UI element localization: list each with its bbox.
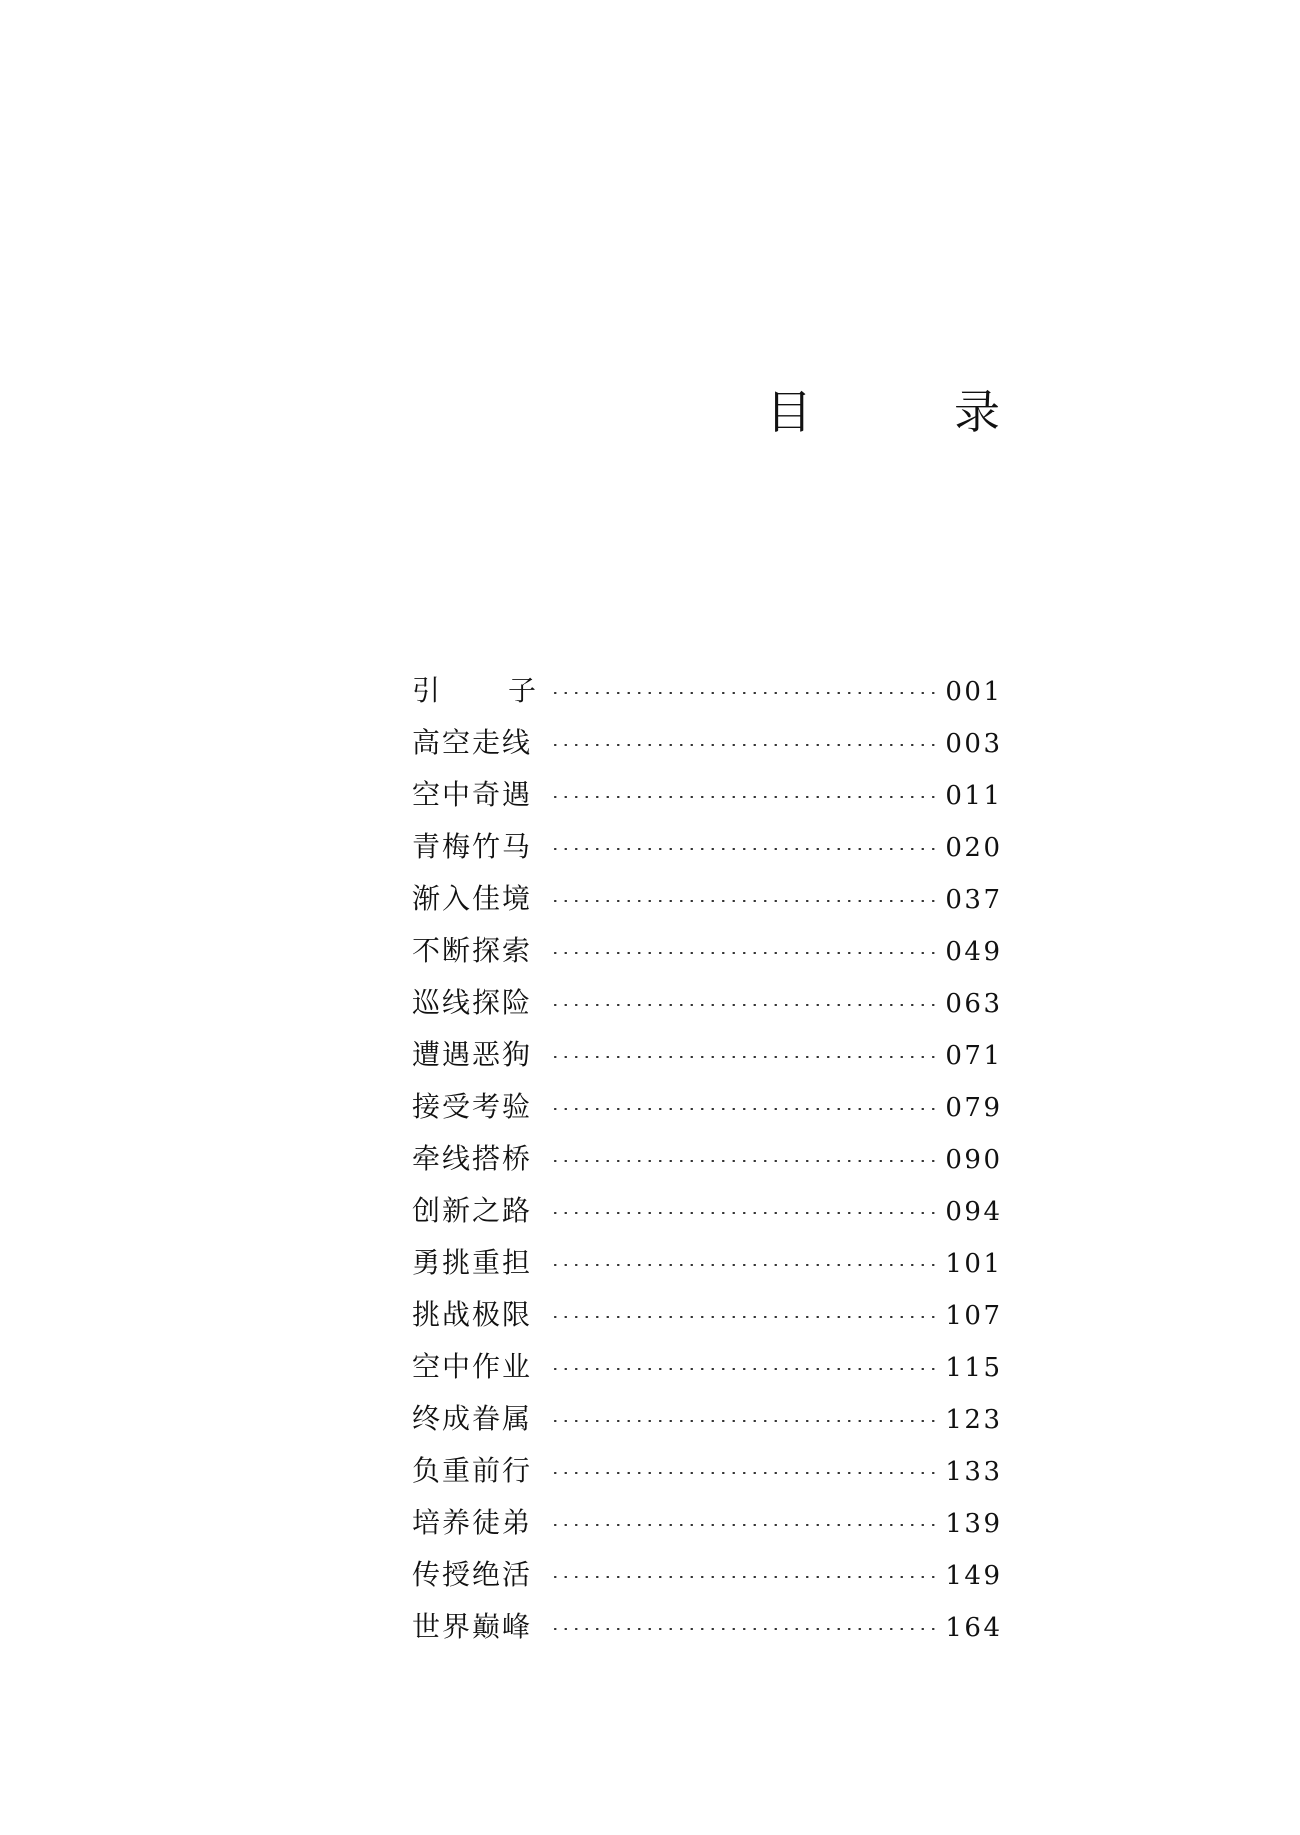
toc-entry[interactable]	[412, 717, 1003, 769]
dot-leader	[550, 848, 941, 850]
dot-leader	[550, 744, 941, 746]
toc-entry-page-number: 133	[945, 1457, 1003, 1487]
toc-entry[interactable]	[412, 1601, 1003, 1653]
toc-entry-page-number: 107	[945, 1301, 1003, 1331]
toc-entry-page-number: 011	[945, 781, 1003, 811]
toc-entry-title: 渐入佳境	[412, 882, 533, 915]
toc-entry-title: 青梅竹马	[412, 830, 533, 863]
dot-leader	[550, 1576, 941, 1578]
toc-entry-title: 不断探索	[412, 934, 533, 967]
toc-entry[interactable]	[412, 977, 1003, 1029]
dot-leader	[550, 1004, 941, 1006]
toc-entry[interactable]	[412, 1341, 1003, 1393]
toc-entry[interactable]	[412, 769, 1003, 821]
toc-entry-title: 终成眷属	[412, 1402, 533, 1435]
toc-entry-title: 接受考验	[412, 1090, 533, 1123]
toc-entry-page-number: 149	[945, 1561, 1003, 1591]
toc-entry-title: 引 子	[412, 674, 538, 707]
toc-entry[interactable]	[412, 925, 1003, 977]
dot-leader	[550, 900, 941, 902]
dot-leader	[550, 1056, 941, 1058]
toc-entry-title: 空中奇遇	[412, 778, 533, 811]
toc-entry-page-number: 115	[945, 1353, 1003, 1383]
toc-entry-page-number: 139	[945, 1509, 1003, 1539]
toc-entry[interactable]	[412, 1237, 1003, 1289]
toc-entry-page-number: 090	[945, 1145, 1003, 1175]
toc-entry[interactable]	[412, 1081, 1003, 1133]
toc-entry-page-number: 037	[945, 885, 1003, 915]
page-title: 目 录	[766, 384, 1048, 439]
toc-entry-page-number: 101	[945, 1249, 1003, 1279]
table-of-contents	[412, 665, 1003, 1653]
toc-entry-title: 高空走线	[412, 726, 533, 759]
dot-leader	[550, 952, 941, 954]
toc-entry-title: 巡线探险	[412, 986, 533, 1019]
toc-entry-title: 空中作业	[412, 1350, 533, 1383]
toc-entry[interactable]	[412, 1185, 1003, 1237]
toc-entry-title: 挑战极限	[412, 1298, 533, 1331]
toc-entry[interactable]	[412, 1393, 1003, 1445]
dot-leader	[550, 1316, 941, 1318]
toc-entry-title: 培养徒弟	[412, 1506, 533, 1539]
toc-entry-page-number: 049	[945, 937, 1003, 967]
toc-entry-title: 负重前行	[412, 1454, 533, 1487]
dot-leader	[550, 1108, 941, 1110]
dot-leader	[550, 1160, 941, 1162]
toc-entry-page-number: 079	[945, 1093, 1003, 1123]
toc-entry[interactable]	[412, 1445, 1003, 1497]
toc-entry-page-number: 003	[945, 729, 1003, 759]
toc-entry-page-number: 123	[945, 1405, 1003, 1435]
toc-entry-page-number: 020	[945, 833, 1003, 863]
toc-entry-title: 勇挑重担	[412, 1246, 533, 1279]
toc-entry[interactable]	[412, 1497, 1003, 1549]
toc-entry-page-number: 063	[945, 989, 1003, 1019]
toc-entry-title: 牵线搭桥	[412, 1142, 533, 1175]
dot-leader	[550, 1472, 941, 1474]
dot-leader	[550, 1264, 941, 1266]
toc-entry-page-number: 071	[945, 1041, 1003, 1071]
dot-leader	[550, 1628, 941, 1630]
toc-entry[interactable]	[412, 1289, 1003, 1341]
toc-entry-title: 传授绝活	[412, 1558, 533, 1591]
toc-entry-page-number: 164	[945, 1613, 1003, 1643]
dot-leader	[550, 1420, 941, 1422]
dot-leader	[550, 796, 941, 798]
dot-leader	[550, 1368, 941, 1370]
toc-entry[interactable]	[412, 873, 1003, 925]
toc-entry-title: 遭遇恶狗	[412, 1038, 533, 1071]
toc-entry[interactable]	[412, 665, 1003, 717]
toc-entry[interactable]	[412, 1029, 1003, 1081]
toc-entry[interactable]	[412, 821, 1003, 873]
toc-entry-page-number: 001	[945, 677, 1003, 707]
toc-entry-page-number: 094	[945, 1197, 1003, 1227]
toc-entry[interactable]	[412, 1133, 1003, 1185]
dot-leader	[550, 692, 941, 694]
toc-entry-title: 创新之路	[412, 1194, 533, 1227]
dot-leader	[550, 1524, 941, 1526]
dot-leader	[550, 1212, 941, 1214]
toc-entry[interactable]	[412, 1549, 1003, 1601]
toc-entry-title: 世界巅峰	[412, 1610, 533, 1643]
